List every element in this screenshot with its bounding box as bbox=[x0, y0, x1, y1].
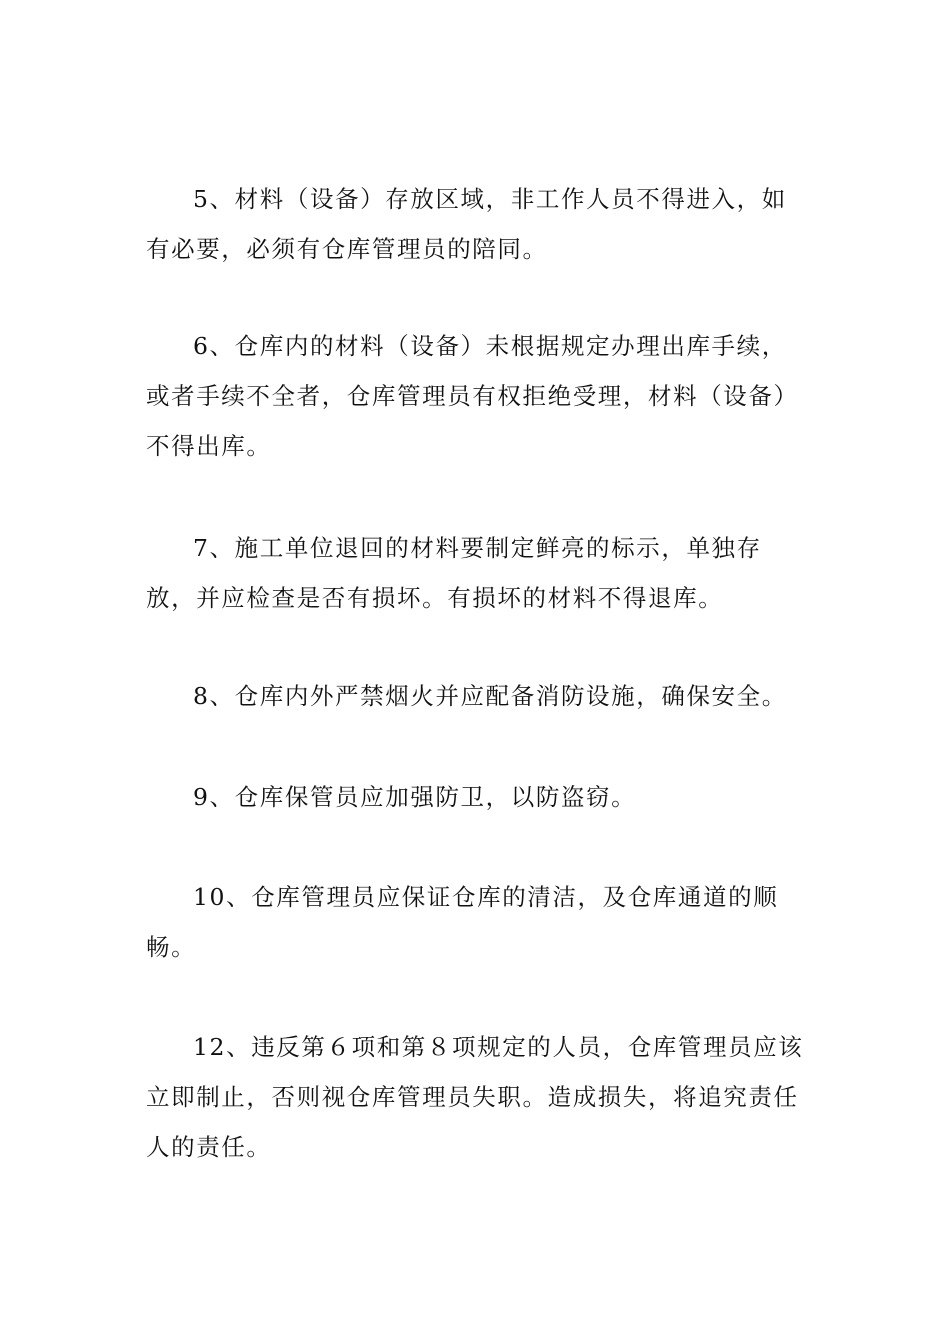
rule-paragraph-12: 12、违反第６项和第８项规定的人员，仓库管理员应该立即制止，否则视仓库管理员失职。造成损失，将追究责任人的责任。 bbox=[146, 1033, 804, 1161]
rule-paragraph-6: 6、仓库内的材料（设备）未根据规定办理出库手续，或者手续不全者，仓库管理员有权拒绝受理，材料（设备）不得出库。 bbox=[146, 332, 799, 460]
rule-paragraph-10: 10、仓库管理员应保证仓库的清洁，及仓库通道的顺畅。 bbox=[146, 883, 779, 961]
rule-paragraph-9: 9、仓库保管员应加强防卫，以防盗窃。 bbox=[193, 783, 637, 811]
rule-paragraph-5: 5、材料（设备）存放区域，非工作人员不得进入，如有必要，必须有仓库管理员的陪同。 bbox=[146, 185, 787, 263]
rule-paragraph-7: 7、施工单位退回的材料要制定鲜亮的标示，单独存放，并应检查是否有损坏。有损坏的材料不得退库。 bbox=[146, 534, 762, 612]
rule-paragraph-8: 8、仓库内外严禁烟火并应配备消防设施，确保安全。 bbox=[193, 682, 787, 710]
